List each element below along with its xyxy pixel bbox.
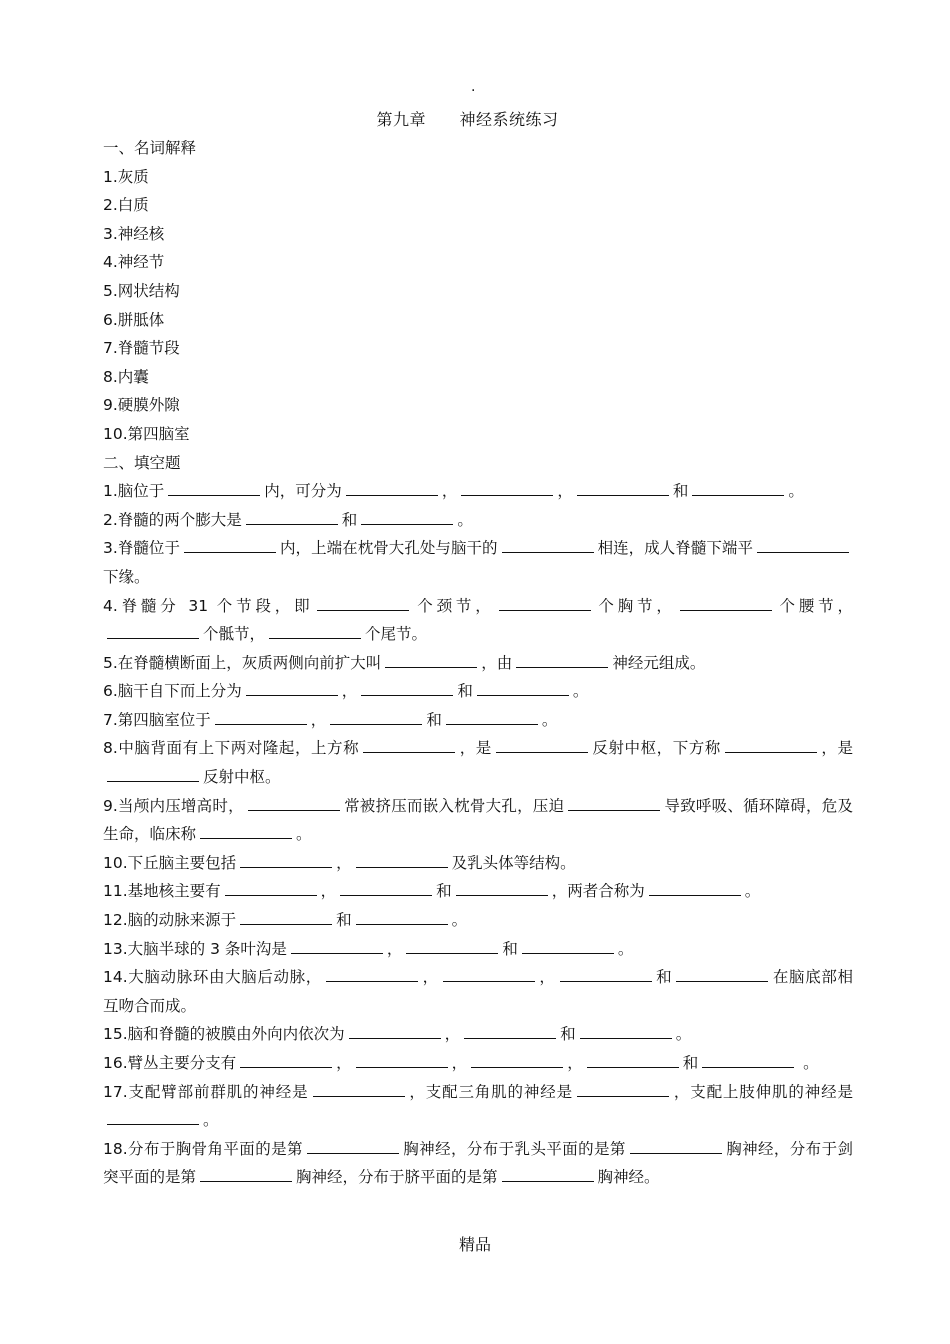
answer-blank[interactable]: [246, 680, 338, 696]
question-text: ，: [421, 968, 439, 987]
answer-blank[interactable]: [356, 852, 448, 868]
question-text: 和: [436, 882, 452, 901]
question-text: 15.脑和脊髓的被膜由外向内依次为: [103, 1025, 345, 1044]
answer-blank[interactable]: [676, 966, 768, 982]
answer-blank[interactable]: [446, 709, 538, 725]
term-item: 7.脊髓节段: [103, 339, 180, 358]
question-text: 和: [426, 710, 442, 729]
question-text: 12.脑的动脉来源于: [103, 911, 237, 930]
question-text: 相连，成人脊髓下端平: [597, 539, 753, 558]
question-text: 个骶节，: [203, 625, 266, 644]
question-item: [103, 1049, 853, 1078]
question-text: 4.脊髓分 31 个节段，即: [103, 596, 314, 615]
question-text: 2.脊髓的两个膨大是: [103, 510, 242, 529]
term-item: 9.硬膜外隙: [103, 396, 180, 415]
answer-blank[interactable]: [200, 823, 292, 839]
question-text: ，: [310, 710, 327, 729]
question-text: ，: [336, 1054, 352, 1072]
answer-blank[interactable]: [361, 680, 453, 696]
header-dot: .: [471, 79, 476, 95]
question-item: [103, 906, 853, 935]
question-text: 内，上端在枕骨大孔处与脑干的: [279, 539, 498, 558]
answer-blank[interactable]: [326, 966, 418, 982]
question-text: 胸神经，分布于剑突平面的是第: [103, 1139, 853, 1187]
question-text: 和: [502, 939, 518, 958]
answer-blank[interactable]: [361, 509, 453, 525]
question-text: 。: [744, 882, 761, 901]
question-text: 个尾节。: [365, 625, 428, 644]
question-text: 和: [457, 682, 473, 701]
answer-blank[interactable]: [240, 909, 332, 925]
question-text: 和: [560, 1025, 576, 1044]
question-text: 胸神经，分布于乳头平面的是第: [402, 1139, 626, 1158]
answer-blank[interactable]: [702, 1052, 794, 1068]
question-text: 1.脑位于: [103, 482, 165, 501]
answer-blank[interactable]: [313, 1081, 405, 1097]
term-item: 3.神经核: [103, 224, 165, 243]
question-text: 5.在脊髓横断面上，灰质两侧向前扩大叫: [103, 653, 382, 672]
answer-blank[interactable]: [246, 509, 338, 525]
question-text: ，: [320, 882, 337, 901]
question-item: [103, 706, 853, 735]
question-text: 7.第四脑室位于: [103, 710, 211, 729]
answer-blank[interactable]: [630, 1138, 722, 1154]
question-item: [103, 506, 853, 535]
question-text: ，: [538, 968, 556, 987]
answer-blank[interactable]: [184, 537, 276, 553]
question-item: [103, 1135, 853, 1192]
term-item: 2.白质: [103, 196, 149, 215]
question-item: [103, 792, 853, 849]
question-text: 和: [341, 510, 358, 529]
question-text: 和: [336, 911, 352, 930]
answer-blank[interactable]: [680, 595, 772, 611]
answer-blank[interactable]: [522, 938, 614, 954]
answer-blank[interactable]: [502, 537, 594, 553]
term-item: 6.胼胝体: [103, 310, 165, 329]
question-text: ，: [336, 853, 352, 872]
section-heading-fill-in: 二、填空题: [103, 453, 181, 472]
term-item: 4.神经节: [103, 253, 165, 272]
answer-blank[interactable]: [107, 1109, 199, 1125]
answer-blank[interactable]: [200, 1166, 292, 1182]
answer-blank[interactable]: [215, 709, 307, 725]
question-text: 10.下丘脑主要包括: [103, 853, 237, 872]
worksheet-content: [103, 134, 853, 1192]
answer-blank[interactable]: [346, 480, 438, 496]
answer-blank[interactable]: [499, 595, 591, 611]
section-heading-definitions: 一、名词解释: [103, 139, 197, 157]
answer-blank[interactable]: [577, 480, 669, 496]
answer-blank[interactable]: [240, 1052, 332, 1068]
question-text: ，是: [459, 739, 492, 758]
term-item: 1.灰质: [103, 167, 149, 186]
question-text: 14.大脑动脉环由大脑后动脉，: [103, 968, 322, 987]
question-text: 9.当颅内压增高时，: [103, 796, 244, 815]
answer-blank[interactable]: [406, 938, 498, 954]
question-text: ，是: [820, 739, 853, 758]
term-item: 10.第四脑室: [103, 424, 190, 443]
question-text: 下缘。: [103, 567, 150, 586]
answer-blank[interactable]: [363, 737, 455, 753]
question-text: 反射中枢，下方称: [591, 739, 721, 758]
question-text: ，: [451, 1054, 468, 1072]
question-text: ，由: [481, 653, 513, 672]
question-text: 11.基地核主要有: [103, 882, 221, 901]
question-text: 。: [541, 710, 558, 729]
answer-blank[interactable]: [502, 1166, 594, 1182]
answer-blank[interactable]: [516, 652, 608, 668]
question-text: 。: [788, 482, 804, 501]
question-text: 常被挤压而嵌入枕骨大孔，压迫: [343, 796, 565, 815]
answer-blank[interactable]: [330, 709, 422, 725]
question-text: 。: [572, 682, 589, 701]
question-text: 个胸节，: [594, 596, 676, 615]
question-text: 3.脊髓位于: [103, 539, 180, 558]
question-text: 。: [457, 510, 473, 529]
answer-blank[interactable]: [471, 1052, 563, 1068]
question-text: 13.大脑半球的 3 条叶沟是: [103, 939, 287, 958]
question-item: [103, 1078, 853, 1135]
question-item: [103, 592, 853, 649]
answer-blank[interactable]: [269, 623, 361, 639]
question-text: ，: [567, 1054, 583, 1072]
question-text: 神经元组成。: [612, 653, 706, 672]
question-item: [103, 877, 853, 906]
question-text: 胸神经。: [597, 1168, 660, 1187]
answer-blank[interactable]: [464, 1023, 556, 1039]
question-item: [103, 534, 853, 591]
question-text: 内，可分为: [264, 482, 342, 501]
question-text: 和: [682, 1054, 699, 1072]
answer-blank[interactable]: [385, 652, 477, 668]
question-text: ，: [444, 1025, 461, 1044]
question-list: [103, 477, 853, 1192]
answer-blank[interactable]: [587, 1052, 679, 1068]
answer-blank[interactable]: [356, 909, 448, 925]
question-text: 。: [675, 1025, 692, 1044]
question-text: 胸神经，分布于脐平面的是第: [296, 1168, 498, 1187]
question-text: 。: [798, 1054, 819, 1072]
answer-blank[interactable]: [340, 880, 432, 896]
question-text: 个颈节，: [413, 596, 495, 615]
page-title: 第九章 神经系统练习: [376, 110, 559, 129]
question-text: 16.臂丛主要分支有: [103, 1054, 237, 1072]
question-item: [103, 649, 853, 678]
answer-blank[interactable]: [307, 1138, 399, 1154]
answer-blank[interactable]: [107, 766, 199, 782]
question-text: ，支配三角肌的神经是: [408, 1082, 573, 1101]
question-text: 6.脑干自下而上分为: [103, 682, 242, 701]
answer-blank[interactable]: [443, 966, 535, 982]
question-text: ，两者合称为: [551, 882, 645, 901]
answer-blank[interactable]: [692, 480, 784, 496]
answer-blank[interactable]: [496, 737, 588, 753]
answer-blank[interactable]: [477, 680, 569, 696]
question-text: ，: [557, 482, 573, 501]
question-text: 和: [672, 482, 689, 501]
question-text: ，: [341, 682, 358, 701]
question-text: 。: [617, 939, 634, 958]
answer-blank[interactable]: [461, 480, 553, 496]
question-item: [103, 734, 853, 791]
answer-blank[interactable]: [580, 1023, 672, 1039]
question-text: 个腰节，: [775, 596, 853, 615]
term-item: 5.网状结构: [103, 281, 180, 300]
question-text: ，: [441, 482, 458, 501]
question-text: 17.支配臂部前群肌的神经是: [103, 1082, 309, 1101]
question-text: 反射中枢。: [203, 768, 281, 787]
answer-blank[interactable]: [568, 795, 660, 811]
answer-blank[interactable]: [291, 938, 383, 954]
answer-blank[interactable]: [456, 880, 548, 896]
answer-blank[interactable]: [560, 966, 652, 982]
question-item: [103, 935, 853, 964]
question-text: 及乳头体等结构。: [451, 853, 576, 872]
question-text: 。: [203, 1111, 219, 1130]
question-text: ，: [386, 939, 403, 958]
question-text: 18.分布于胸骨角平面的是第: [103, 1139, 303, 1158]
question-text: 在脑底部相互吻合而成。: [103, 968, 853, 1015]
term-list: [103, 163, 853, 449]
answer-blank[interactable]: [649, 880, 741, 896]
answer-blank[interactable]: [168, 480, 260, 496]
question-text: 。: [451, 911, 468, 930]
question-text: 导致呼吸、循环障碍，危及生命，临床称: [103, 796, 853, 844]
question-item: [103, 1020, 853, 1049]
answer-blank[interactable]: [225, 880, 317, 896]
answer-blank[interactable]: [356, 1052, 448, 1068]
answer-blank[interactable]: [725, 737, 817, 753]
page-footer: 精品: [458, 1235, 491, 1254]
question-text: 和: [655, 968, 673, 987]
question-text: 。: [296, 825, 312, 844]
answer-blank[interactable]: [317, 595, 409, 611]
answer-blank[interactable]: [757, 537, 849, 553]
question-item: [103, 963, 853, 1020]
answer-blank[interactable]: [240, 852, 332, 868]
answer-blank[interactable]: [349, 1023, 441, 1039]
question-item: [103, 477, 853, 506]
term-item: 8.内囊: [103, 367, 149, 386]
answer-blank[interactable]: [107, 623, 199, 639]
question-item: [103, 677, 853, 706]
answer-blank[interactable]: [248, 795, 340, 811]
question-text: ，支配上肢伸肌的神经是: [672, 1082, 853, 1101]
question-text: 8.中脑背面有上下两对隆起，上方称: [103, 739, 360, 758]
answer-blank[interactable]: [577, 1081, 669, 1097]
question-item: [103, 849, 853, 878]
